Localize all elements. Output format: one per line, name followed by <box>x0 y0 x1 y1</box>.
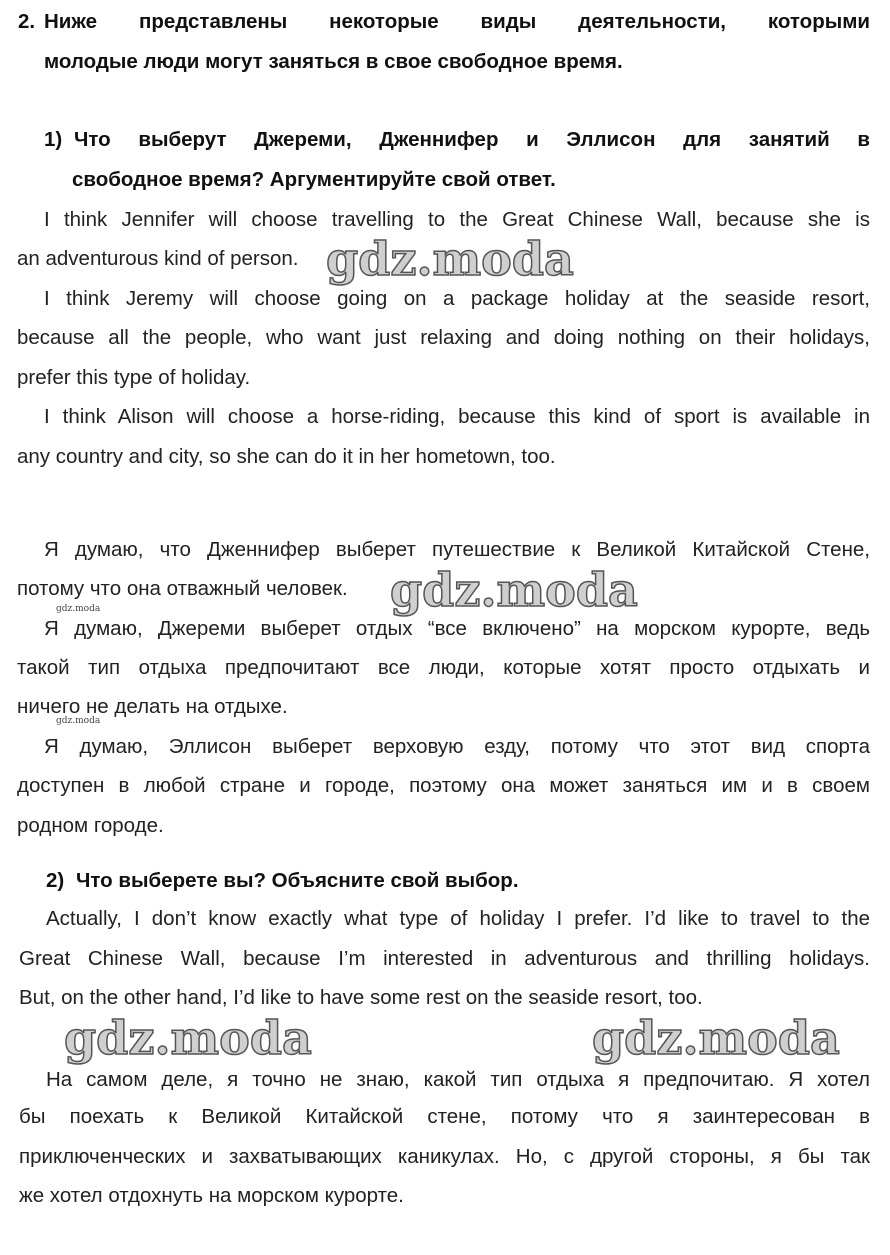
watermark-logo: gdz.moda <box>592 1011 840 1065</box>
task-title-line-1: Ниже представлены некоторые виды деятельности, которыми <box>44 10 870 33</box>
russian-1-line-6: Я думаю, Эллисон выберет верховую езду, потому что этот вид спорта <box>44 735 870 758</box>
watermark-small: gdz.moda <box>56 604 101 614</box>
russian-2-line-4: же хотел отдохнуть на морском курорте. <box>19 1184 404 1207</box>
english-1-line-4: because all the people, who want just relaxing and doing nothing on their holidays, <box>17 326 870 349</box>
russian-2-line-2: бы поехать к Великой Китайской стене, потому что я заинтересован в <box>19 1105 870 1128</box>
russian-1-line-7: доступен в любой стране и городе, поэтому она может заняться им и в своем <box>17 774 870 797</box>
russian-1-line-1: Я думаю, что Дженнифер выберет путешествие к Великой Китайской Стене, <box>44 538 870 561</box>
english-2-line-1: Actually, I don’t know exactly what type of holiday I prefer. I’d like to travel to the <box>46 907 870 930</box>
russian-1-line-3: Я думаю, Джереми выберет отдых “все включено” на морском курорте, ведь <box>44 617 870 640</box>
question-2-number: 2) <box>46 869 65 892</box>
english-2-line-3: But, on the other hand, I’d like to have some rest on the seaside resort, too. <box>19 986 703 1009</box>
english-1-line-3: I think Jeremy will choose going on a package holiday at the seaside resort, <box>44 287 870 310</box>
russian-1-line-2: потому что она отважный человек. <box>17 577 348 600</box>
question-1-number: 1) <box>44 128 63 151</box>
watermark-logo: gdz.moda <box>326 232 574 286</box>
russian-1-line-8: родном городе. <box>17 814 164 837</box>
watermark-logo: gdz.moda <box>390 563 638 617</box>
russian-1-line-4: такой тип отдыха предпочитают все люди, которые хотят просто отдыхать и <box>17 656 870 679</box>
question-1-line-2: свободное время? Аргументируйте свой ответ. <box>72 168 556 191</box>
question-2-line-1: Что выберете вы? Объясните свой выбор. <box>76 869 519 892</box>
watermark-small: gdz.moda <box>56 716 101 726</box>
russian-2-line-3: приключенческих и захватывающих каникулах. Но, с другой стороны, я бы так <box>19 1145 870 1168</box>
english-1-line-7: any country and city, so she can do it in her hometown, too. <box>17 445 556 468</box>
task-number: 2. <box>18 10 36 33</box>
russian-2-line-1: На самом деле, я точно не знаю, какой тип отдыха я предпочитаю. Я хотел <box>46 1068 870 1091</box>
russian-1-line-5: ничего не делать на отдыхе. <box>17 695 288 718</box>
english-2-line-2: Great Chinese Wall, because I’m interested in adventurous and thrilling holidays. <box>19 947 870 970</box>
task-title-line-2: молодые люди могут заняться в свое свободное время. <box>44 50 623 73</box>
english-1-line-5: prefer this type of holiday. <box>17 366 251 389</box>
english-1-line-6: I think Alison will choose a horse-riding, because this kind of sport is available in <box>44 405 870 428</box>
english-1-line-2: an adventurous kind of person. <box>17 247 299 270</box>
watermark-logo: gdz.moda <box>64 1011 312 1065</box>
question-1-line-1: Что выберут Джереми, Дженнифер и Эллисон для занятий в <box>74 128 870 151</box>
english-1-line-1: I think Jennifer will choose travelling to the Great Chinese Wall, because she is <box>44 208 870 231</box>
